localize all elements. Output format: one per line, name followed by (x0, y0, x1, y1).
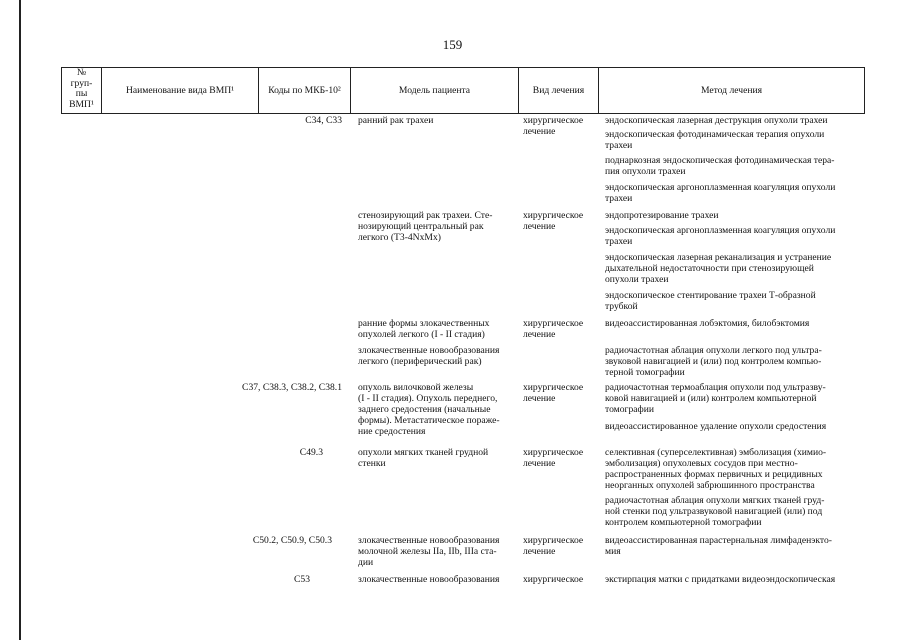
icd-codes-cell: С37, С38.3, С38.2, С38.1 (242, 382, 342, 393)
patient-model-cell: опухоль вилочковой железы (I - II стадия). Опухоль переднего, заднего средостения (начальные формы). Метастатическое пораже- ние средостения (358, 382, 500, 437)
treatment-method-cell: видеоассистированное удаление опухоли средостения (605, 421, 827, 432)
patient-model-cell: ранний рак трахеи (358, 115, 434, 126)
patient-model-cell: злокачественные новообразования молочной железы IIa, IIb, IIIa ста- дии (358, 535, 500, 568)
treatment-method-cell: эндоскопическая аргоноплазменная коагуляция опухоли трахеи (605, 225, 836, 247)
header-group-number: № груп- пы ВМП¹ (69, 67, 94, 110)
treatment-type-cell: хирургическое (523, 574, 584, 585)
page-left-border (19, 0, 21, 640)
header-treatment-method: Метод лечения (700, 85, 763, 96)
treatment-type-cell: хирургическое лечение (523, 535, 584, 557)
icd-codes-cell: С34, С33 (305, 115, 342, 126)
patient-model-cell: злокачественные новообразования легкого (периферический рак) (358, 345, 500, 367)
icd-codes-cell: С53 (294, 574, 310, 585)
treatment-method-cell: радиочастотная аблация опухоли мягких тканей груд- ной стенки под ультразвуковой навигацией (или) под контролем компьютерной томографии (605, 495, 825, 528)
column-divider (864, 67, 865, 114)
treatment-method-cell: эндоскопическая фотодинамическая терапия опухоли трахеи (605, 129, 825, 151)
treatment-method-cell: радиочастотная аблация опухоли легкого под ультра- звуковой навигацией и (или) под контролем компью- терной томографии (605, 345, 822, 378)
treatment-method-cell: видеоассистированная парастернальная лимфаденэкто- мия (605, 535, 832, 557)
header-treatment-type: Вид лечения (532, 85, 585, 96)
treatment-method-cell: видеоассистированная лобэктомия, билобэктомия (605, 318, 810, 329)
header-bottom-border (61, 113, 865, 114)
treatment-method-cell: эндоскопическая лазерная реканализация и устранение дыхательной недостаточности при стенозирующей опухоли трахеи (605, 252, 832, 285)
treatment-method-cell: радиочастотная термоаблация опухоли под ультразву- ковой навигацией и (или) контролем компьютерной томографии (605, 382, 826, 415)
treatment-type-cell: хирургическое лечение (523, 115, 584, 137)
icd-codes-cell: С50.2, С50.9, С50.3 (252, 535, 332, 546)
header-vmp-name: Наименование вида ВМП¹ (125, 85, 235, 96)
treatment-method-cell: селективная (суперселективная) эмболизация (химио- эмболизация) опухолевых сосудов при местно- распространенных формах первичных и рецидивных неорганных опухолей забрюшинного пространства (605, 447, 827, 491)
treatment-type-cell: хирургическое лечение (523, 447, 584, 469)
treatment-type-cell: хирургическое лечение (523, 210, 584, 232)
header-icd-codes: Коды по МКБ-10² (268, 85, 341, 96)
patient-model-cell: опухоли мягких тканей грудной стенки (358, 447, 489, 469)
treatment-method-cell: поднаркозная эндоскопическая фотодинамическая тера- пия опухоли трахеи (605, 155, 835, 177)
treatment-type-cell: хирургическое лечение (523, 318, 584, 340)
patient-model-cell: злокачественные новообразования (358, 574, 500, 585)
table-top-border (61, 67, 865, 68)
treatment-method-cell: эндопротезирование трахеи (605, 210, 719, 221)
treatment-type-cell: хирургическое лечение (523, 382, 584, 404)
treatment-method-cell: эндоскопическая лазерная деструкция опухоли трахеи (605, 115, 828, 126)
patient-model-cell: ранние формы злокачественных опухолей легкого (I - II стадия) (358, 318, 490, 340)
treatment-method-cell: эндоскопическая аргоноплазменная коагуляция опухоли трахеи (605, 182, 836, 204)
treatment-method-cell: экстирпация матки с придатками видеоэндоскопическая (605, 574, 836, 585)
treatment-method-cell: эндоскопическое стентирование трахеи Т-образной трубкой (605, 290, 816, 312)
patient-model-cell: стенозирующий рак трахеи. Сте- нозирующий центральный рак легкого (T3-4NxMx) (358, 210, 493, 243)
page-number: 159 (442, 37, 463, 52)
header-patient-model: Модель пациента (398, 85, 471, 96)
icd-codes-cell: С49.3 (299, 447, 323, 458)
